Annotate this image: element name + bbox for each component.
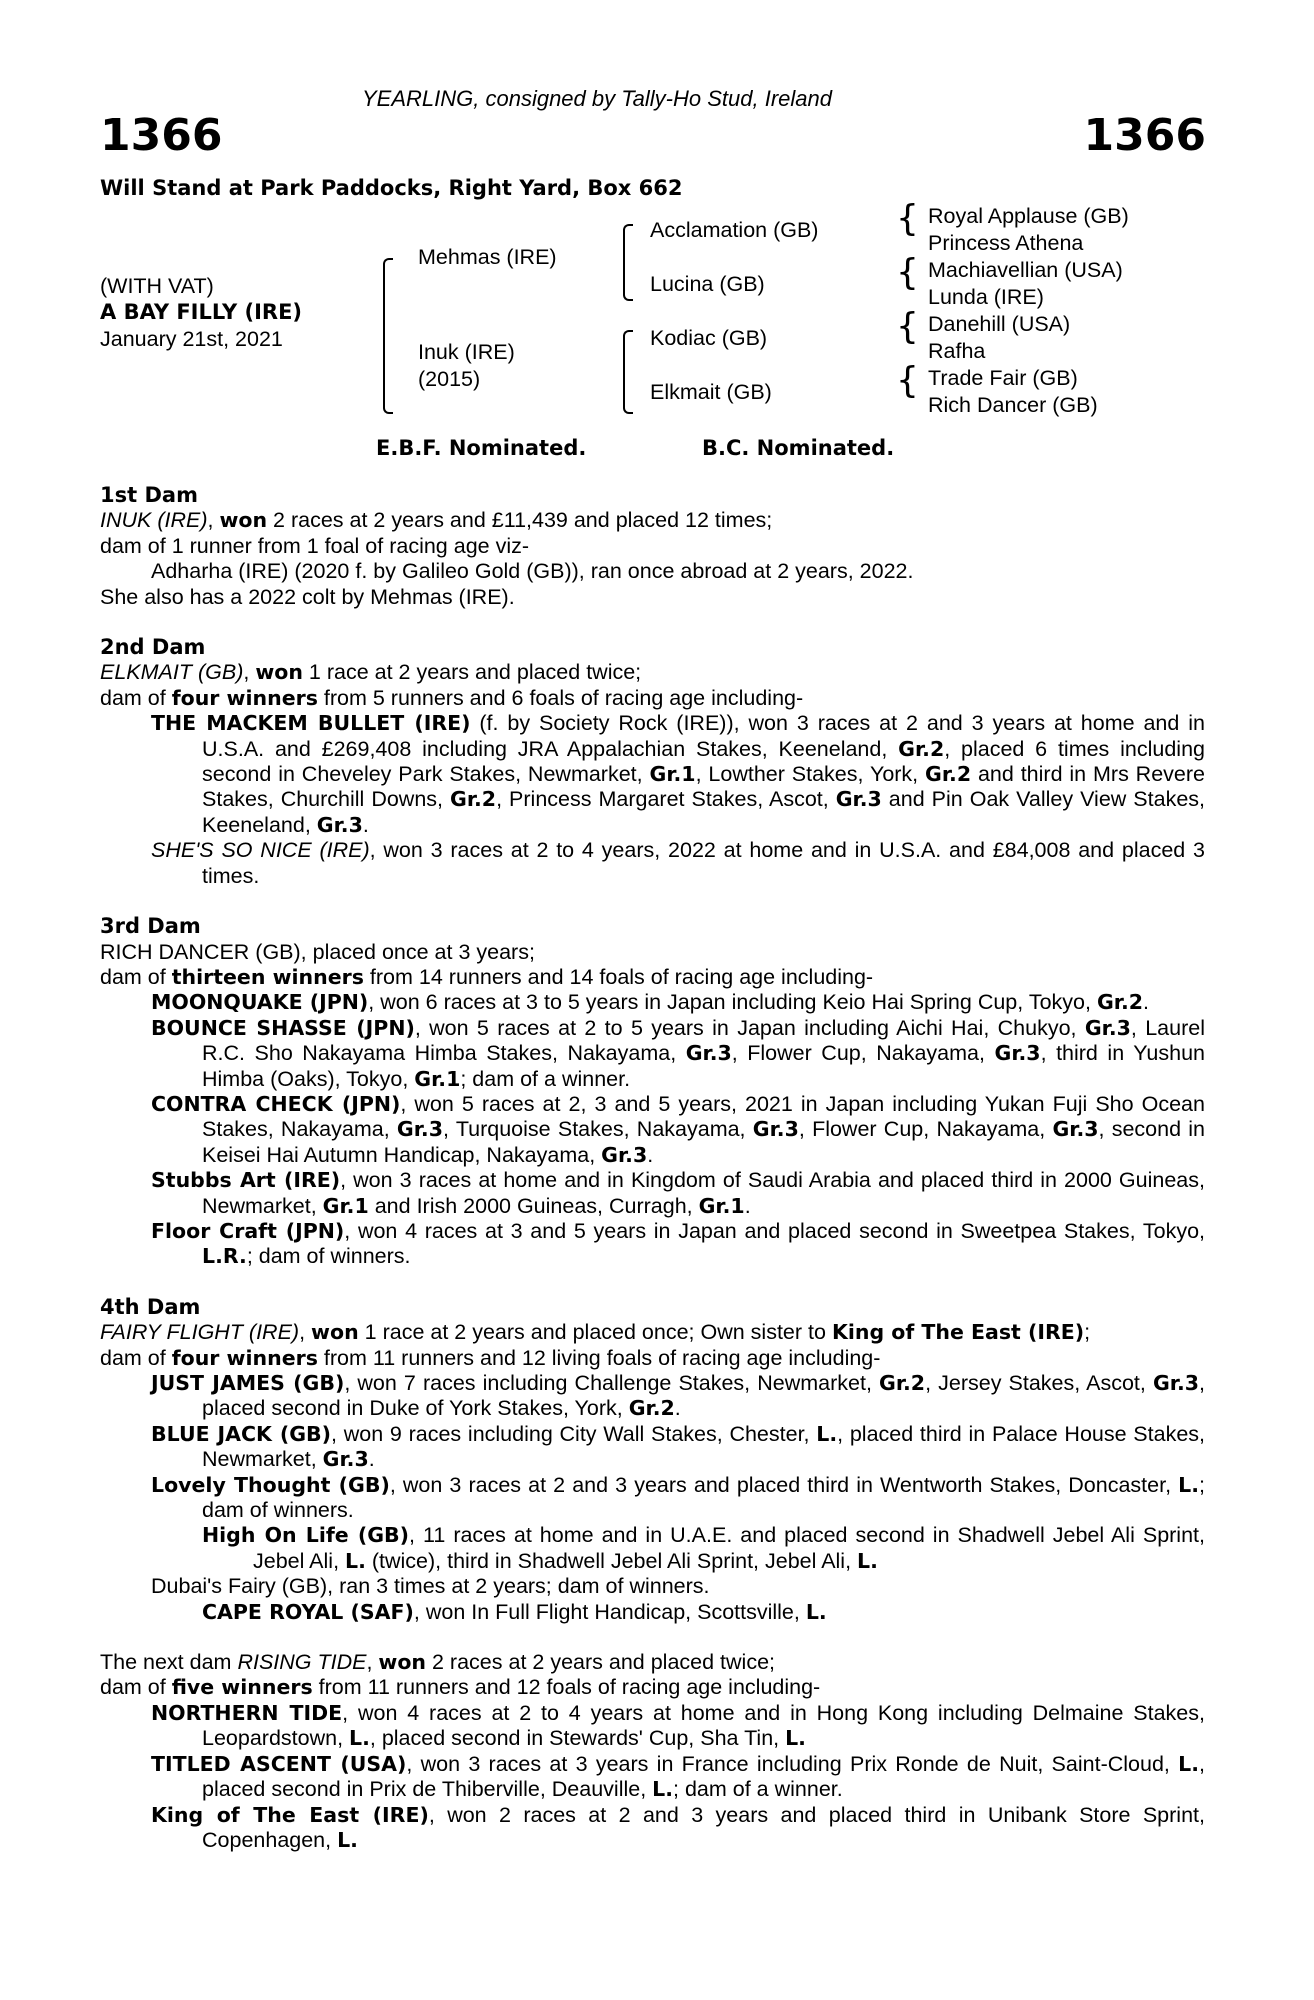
dam-sire: Kodiac (GB)	[650, 326, 768, 350]
text: ; dam of winners.	[202, 1472, 1205, 1523]
text: , won 3 races at home and in Kingdom of Saudi Arabia and placed third in 2000 Guineas, Newmarket,	[202, 1168, 1205, 1218]
produce-entry	[151, 1092, 1205, 1168]
produce-entry	[151, 1473, 1205, 1524]
bold-text: Gr.1	[649, 762, 696, 787]
text: , won 3 races at 2 and 3 years and placed third in Wentworth Stakes, Doncaster,	[389, 1472, 1179, 1497]
produce-entry	[151, 1016, 1205, 1092]
produce-entry	[151, 1701, 1205, 1752]
dam-entry	[100, 1675, 1205, 1700]
bold-text: four winners	[171, 1345, 318, 1370]
produce-entry	[151, 1168, 1205, 1219]
dam-foaling-year: (2015)	[418, 367, 481, 391]
produce-entry	[151, 990, 1205, 1015]
text: ,	[207, 508, 220, 533]
produce-entry	[151, 711, 1205, 838]
text: from 14 runners and 14 foals of racing age including-	[363, 964, 874, 989]
consignor-subtitle: YEARLING, consigned by Tally-Ho Stud, Ireland	[362, 86, 832, 111]
ebf-nomination: E.B.F. Nominated.	[376, 436, 587, 460]
bold-text: L.	[1178, 1472, 1200, 1497]
bold-text: NORTHERN TIDE	[151, 1700, 343, 1725]
section-heading: 2nd Dam	[100, 635, 206, 660]
text: ,	[243, 660, 256, 685]
dam-section	[100, 483, 1205, 610]
text: , won 4 races at 2 to 4 years at home and in Hong Kong including Delmaine Stakes, Leopardstown,	[202, 1700, 1205, 1751]
bold-text: five winners	[171, 1675, 313, 1700]
text: .	[674, 1396, 681, 1421]
text: 2 races at 2 years and £11,439 and placed 12 times;	[267, 508, 773, 533]
dam-entry	[100, 940, 1205, 965]
bold-text: CONTRA CHECK (JPN)	[151, 1091, 401, 1116]
bold-text: Gr.3	[835, 787, 882, 812]
italic-text: SHE'S SO NICE (IRE)	[151, 838, 370, 863]
bold-text: BLUE JACK (GB)	[151, 1421, 332, 1446]
text: and Irish 2000 Guineas, Curragh,	[368, 1193, 699, 1218]
pedigree-brace-g3-3: {	[896, 306, 919, 347]
bold-text: TITLED ASCENT (USA)	[151, 1751, 407, 1776]
text: , Laurel R.C. Sho Nakayama Himba Stakes, Nakayama,	[202, 1015, 1205, 1066]
dam-entry	[100, 965, 1205, 990]
dam-section	[100, 914, 1205, 1270]
bold-text: four winners	[171, 685, 318, 710]
text: (twice), third in Shadwell Jebel Ali Sprint, Jebel Ali,	[365, 1548, 858, 1573]
dam-entry	[100, 686, 1205, 711]
bold-text: L.	[337, 1827, 358, 1852]
text: , second in Keisei Hai Autumn Handicap, Nakayama,	[202, 1117, 1206, 1167]
text: dam of	[100, 964, 172, 989]
sire-sire-sire: Royal Applause (GB)	[928, 204, 1129, 228]
text: , won 7 races including Challenge Stakes, Newmarket,	[344, 1371, 879, 1395]
bold-text: Gr.2	[898, 736, 945, 761]
bold-text: MOONQUAKE (JPN)	[151, 990, 369, 1015]
dam-section	[100, 1295, 1205, 1625]
bold-text: High On Life (GB)	[202, 1523, 410, 1548]
text: , Turquoise Stakes, Nakayama,	[443, 1117, 753, 1142]
bold-text: L.	[816, 1421, 838, 1446]
pedigree-brace-g3-1: {	[896, 198, 919, 239]
section-heading: 3rd Dam	[100, 914, 201, 939]
bold-text: King of The East (IRE)	[831, 1320, 1085, 1345]
bold-text: won	[219, 508, 268, 533]
lot-number-left: 1366	[100, 110, 223, 161]
text: 1 race at 2 years and placed twice;	[302, 660, 642, 685]
text: RICH DANCER (GB), placed once at 3 years;	[100, 939, 535, 964]
dam-dam-sire: Trade Fair (GB)	[928, 366, 1078, 390]
section-heading: 1st Dam	[100, 483, 198, 507]
dam-entry	[100, 585, 1205, 610]
dam-entry	[100, 1320, 1205, 1345]
text: from 11 runners and 12 foals of racing age including-	[312, 1675, 821, 1700]
text: ,	[366, 1650, 379, 1675]
italic-text: FAIRY FLIGHT (IRE)	[100, 1320, 300, 1345]
bold-text: Gr.3	[396, 1117, 443, 1142]
bold-text: Gr.1	[414, 1066, 461, 1091]
text: , Lowther Stakes, York,	[695, 762, 926, 787]
sire-dam: Lucina (GB)	[650, 272, 765, 296]
bold-text: Gr.3	[752, 1117, 799, 1142]
horse-name: A BAY FILLY (IRE)	[100, 300, 303, 324]
produce-entry	[202, 1523, 1205, 1574]
produce-entry	[151, 1219, 1205, 1270]
dam-entry	[100, 508, 1205, 533]
pedigree-brace-dam-side	[623, 330, 633, 414]
text: , placed second in Stewards' Cup, Sha Tin,	[369, 1726, 786, 1751]
sire-sire: Acclamation (GB)	[650, 218, 819, 242]
sire: Mehmas (IRE)	[418, 245, 557, 269]
text: , won 6 races at 3 to 5 years in Japan including Keio Hai Spring Cup, Tokyo,	[368, 990, 1097, 1015]
bc-nomination: B.C. Nominated.	[702, 436, 895, 460]
dam-dam: Elkmait (GB)	[650, 380, 772, 404]
dam-section	[100, 635, 1205, 889]
text: 2 races at 2 years and placed twice;	[426, 1650, 775, 1675]
text: , won 5 races at 2 to 5 years in Japan including Aichi Hai, Chukyo,	[414, 1015, 1085, 1040]
stabling-location: Will Stand at Park Paddocks, Right Yard, Box 662	[100, 176, 683, 200]
text: ; dam of winners.	[246, 1244, 411, 1269]
dam-section	[100, 1650, 1205, 1853]
bold-text: Gr.2	[1096, 990, 1144, 1015]
bold-text: L.	[785, 1726, 806, 1751]
foaling-date: January 21st, 2021	[100, 327, 283, 351]
text: , third in Yushun Himba (Oaks), Tokyo,	[202, 1041, 1206, 1091]
bold-text: Gr.3	[994, 1041, 1041, 1066]
bold-text: Gr.1	[698, 1193, 745, 1218]
bold-text: King of The East (IRE)	[151, 1802, 429, 1827]
bold-text: Gr.3	[1084, 1015, 1131, 1040]
text: , won 4 races at 3 and 5 years in Japan and placed second in Sweetpea Stakes, Tokyo,	[344, 1218, 1205, 1243]
text: , won 9 races including City Wall Stakes, Chester,	[331, 1421, 817, 1446]
sire-dam-dam: Lunda (IRE)	[928, 285, 1044, 309]
pedigree-brace-g3-4: {	[896, 360, 919, 401]
italic-text: RISING TIDE	[237, 1650, 367, 1675]
text: dam of 1 runner from 1 foal of racing age viz-	[100, 533, 530, 558]
italic-text: INUK (IRE)	[100, 508, 208, 533]
produce-entry	[151, 1752, 1205, 1803]
text: , Princess Margaret Stakes, Ascot,	[496, 787, 836, 812]
dam-entry	[100, 1346, 1205, 1371]
text: and third in Mrs Revere Stakes, Churchill Downs,	[202, 762, 1205, 812]
text: , won 5 races at 2, 3 and 5 years, 2021 in Japan including Yukan Fuji Sho Ocean Stakes, Nakayama,	[202, 1091, 1205, 1142]
text: (f. by Society Rock (IRE)), won 3 races at 2 and 3 years at home and in U.S.A. and £269,408 including JRA Appalachian Stakes, Keeneland,	[202, 711, 1205, 761]
text: , placed second in Duke of York Stakes, York,	[202, 1371, 1205, 1421]
bold-text: thirteen winners	[171, 964, 364, 989]
text: , won 3 races at 2 to 4 years, 2022 at home and in U.S.A. and £84,008 and placed 3 times.	[202, 838, 1205, 888]
produce-entry	[151, 1803, 1205, 1854]
text: ;	[1084, 1320, 1091, 1345]
dam-sire-dam: Rafha	[928, 339, 986, 363]
bold-text: L.	[345, 1548, 366, 1573]
produce-entry	[151, 559, 1205, 584]
pedigree-brace-g3-2: {	[896, 252, 919, 293]
bold-text: Stubbs Art (IRE)	[151, 1168, 341, 1193]
bold-text: won	[255, 660, 303, 685]
produce-entry	[151, 1574, 1205, 1599]
text: dam of	[100, 685, 172, 710]
bold-text: Gr.3	[316, 812, 363, 837]
sire-dam-sire: Machiavellian (USA)	[928, 258, 1123, 282]
text: , 11 races at home and in U.A.E. and placed second in Shadwell Jebel Ali Sprint, Jebel Ali,	[253, 1523, 1205, 1573]
bold-text: Gr.3	[685, 1041, 732, 1066]
bold-text: L.R.	[202, 1244, 247, 1269]
text: dam of	[100, 1675, 172, 1700]
pedigree-brace-parents	[383, 258, 393, 414]
bold-text: Floor Craft (JPN)	[151, 1218, 345, 1243]
vat-note: (WITH VAT)	[100, 274, 214, 298]
text: , won 2 races at 2 and 3 years and placed third in Unibank Store Sprint, Copenhagen,	[202, 1802, 1205, 1852]
text: .	[362, 812, 369, 837]
bold-text: Gr.3	[1052, 1117, 1099, 1142]
text: .	[744, 1193, 751, 1218]
text: ,	[299, 1320, 312, 1345]
bold-text: Gr.2	[925, 762, 972, 787]
text: from 5 runners and 6 foals of racing age including-	[317, 685, 804, 710]
text: She also has a 2022 colt by Mehmas (IRE).	[100, 584, 515, 609]
bold-text: won	[378, 1650, 427, 1675]
text: , Jersey Stakes, Ascot,	[925, 1371, 1153, 1395]
dam-entry	[100, 660, 1205, 685]
dam-entry	[100, 1650, 1205, 1675]
bold-text: Gr.3	[322, 1447, 369, 1472]
bold-text: CAPE ROYAL (SAF)	[202, 1599, 414, 1624]
text: The next dam	[100, 1650, 238, 1675]
text: dam of	[100, 1345, 172, 1370]
lot-number-right: 1366	[1083, 110, 1206, 161]
text: , won 3 races at 3 years in France including Prix Ronde de Nuit, Saint-Cloud,	[406, 1751, 1179, 1776]
text: and Pin Oak Valley View Stakes, Keeneland,	[202, 787, 1205, 837]
text: ; dam of a winner.	[460, 1066, 631, 1091]
dam-dam-dam: Rich Dancer (GB)	[928, 393, 1098, 417]
bold-text: Gr.1	[322, 1193, 369, 1218]
bold-text: won	[311, 1320, 359, 1345]
text: .	[368, 1447, 375, 1472]
bold-text: L.	[349, 1726, 370, 1751]
bold-text: BOUNCE SHASSE (JPN)	[151, 1015, 415, 1040]
bold-text: Gr.2	[879, 1371, 926, 1395]
produce-entry	[151, 838, 1205, 889]
text: , Flower Cup, Nakayama,	[731, 1041, 995, 1066]
bold-text: JUST JAMES (GB)	[151, 1371, 345, 1395]
bold-text: Gr.3	[1152, 1371, 1200, 1395]
pedigree-notes	[100, 483, 1205, 1878]
bold-text: L.	[1178, 1751, 1200, 1776]
text: , placed second in Prix de Thiberville, Deauville,	[202, 1751, 1205, 1802]
bold-text: Lovely Thought (GB)	[151, 1472, 390, 1497]
bold-text: L.	[652, 1777, 674, 1802]
sire-sire-dam: Princess Athena	[928, 231, 1084, 255]
text: Dubai's Fairy (GB), ran 3 times at 2 years; dam of winners.	[151, 1574, 710, 1599]
text: from 11 runners and 12 living foals of racing age including-	[317, 1345, 881, 1370]
text: , Flower Cup, Nakayama,	[798, 1117, 1053, 1142]
produce-entry	[151, 1422, 1205, 1473]
text: , placed third in Palace House Stakes, Newmarket,	[202, 1421, 1206, 1472]
bold-text: THE MACKEM BULLET (IRE)	[151, 711, 471, 736]
bold-text: L.	[805, 1599, 827, 1624]
text: .	[1143, 990, 1149, 1015]
pedigree-brace-sire-side	[623, 224, 633, 301]
bold-text: Gr.2	[450, 787, 497, 812]
text: , placed 6 times including second in Cheveley Park Stakes, Newmarket,	[202, 736, 1205, 787]
dam: Inuk (IRE)	[418, 340, 515, 364]
produce-entry	[202, 1600, 1205, 1625]
produce-entry	[151, 1371, 1205, 1422]
dam-sire-sire: Danehill (USA)	[928, 312, 1071, 336]
bold-text: Gr.2	[628, 1396, 675, 1421]
text: 1 race at 2 years and placed once; Own sister to	[358, 1320, 832, 1345]
text: Adharha (IRE) (2020 f. by Galileo Gold (GB)), ran once abroad at 2 years, 2022.	[151, 559, 914, 584]
text: .	[647, 1142, 654, 1167]
bold-text: L.	[857, 1548, 878, 1573]
text: ; dam of a winner.	[673, 1777, 843, 1802]
text: , won In Full Flight Handicap, Scottsville,	[413, 1599, 806, 1624]
bold-text: Gr.3	[601, 1142, 648, 1167]
dam-entry	[100, 534, 1205, 559]
section-heading: 4th Dam	[100, 1294, 201, 1319]
italic-text: ELKMAIT (GB)	[100, 660, 244, 685]
